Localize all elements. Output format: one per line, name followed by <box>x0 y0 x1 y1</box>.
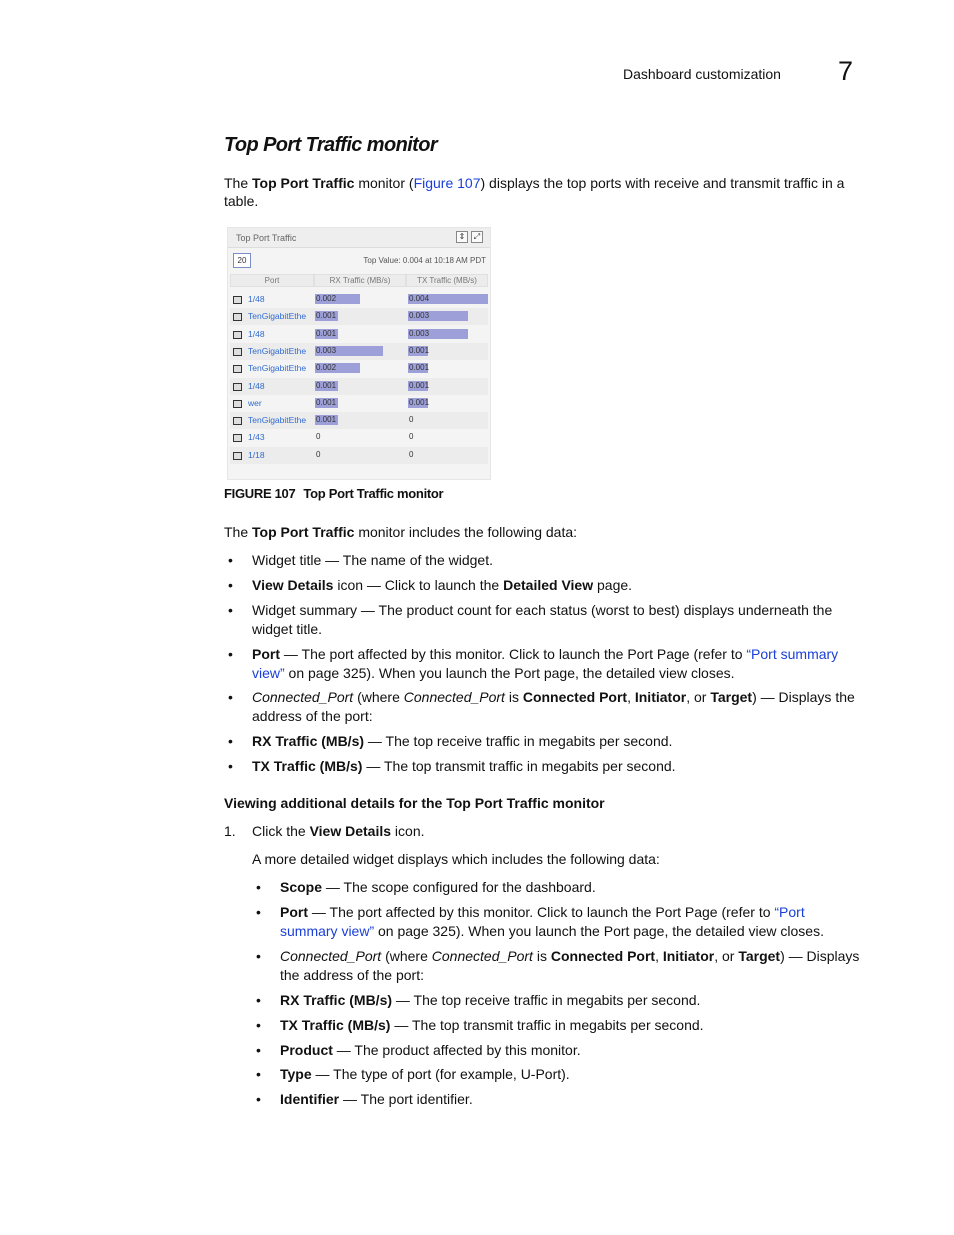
bullet-text: Widget summary — The product count for each status (worst to best) displays underneath the <box>252 602 833 618</box>
bullet-text: (where <box>381 948 432 964</box>
list-item <box>256 1041 870 1060</box>
intro-text: The <box>224 175 253 191</box>
table-row[interactable] <box>230 291 488 308</box>
figure-link[interactable]: Figure 107 <box>413 175 481 191</box>
bullet-glyph: • <box>256 1066 261 1082</box>
bullet-bold: RX Traffic (MB/s) <box>252 733 365 749</box>
widget-header <box>228 228 490 248</box>
table-row[interactable] <box>230 447 488 464</box>
bullet-bold: Identifier <box>280 1091 340 1107</box>
rx-traffic-value: 0.001 <box>316 328 337 338</box>
bullet-glyph: • <box>228 646 233 662</box>
port-link[interactable]: 1/48 <box>248 294 265 304</box>
bullet-text: icon — Click to launch the <box>333 577 504 593</box>
port-icon <box>233 452 242 460</box>
bullet-bold: Detailed View <box>503 577 594 593</box>
bullet-text: (where <box>353 689 404 705</box>
tx-traffic-value: 0.001 <box>409 345 430 355</box>
figure-caption <box>224 486 451 501</box>
rx-traffic-value: 0.001 <box>316 380 337 390</box>
includes-text: monitor includes the following data: <box>354 524 578 540</box>
bullet-text: on page 325). When you launch the Port page, the detailed view closes. <box>284 664 735 681</box>
list-item <box>256 991 870 1010</box>
bullet-text: — The top receive traffic in megabits per second. <box>392 992 701 1008</box>
table-row[interactable] <box>230 326 488 343</box>
intro-text: ) displays the top ports with receive and transmit traffic in a <box>480 175 845 191</box>
bullet-glyph: • <box>228 577 233 593</box>
step-text: icon. <box>391 823 425 839</box>
widget-top-value: Top Value: 0.004 at 10:18 AM PDT <box>363 256 486 265</box>
bullet-italic: Connected_Port <box>431 948 533 964</box>
step-text: Click the <box>252 823 310 839</box>
port-icon <box>233 417 242 425</box>
figure-caption-text: Top Port Traffic monitor <box>303 486 444 501</box>
tx-traffic-value: 0.004 <box>409 294 430 303</box>
table-row[interactable] <box>230 308 488 325</box>
rx-traffic-value: 0.003 <box>316 345 337 355</box>
bullet-glyph: • <box>256 948 261 964</box>
port-icon <box>233 313 242 321</box>
port-icon <box>233 400 242 408</box>
table-row[interactable] <box>230 343 488 360</box>
list-item <box>228 551 872 570</box>
bullet-bold: View Details <box>252 577 334 593</box>
bullet-text: page. <box>593 577 633 593</box>
top-port-traffic-widget <box>227 227 491 480</box>
port-icon <box>233 331 242 339</box>
column-header-rx[interactable]: RX Traffic (MB/s) <box>314 274 406 287</box>
includes-bold: Top Port Traffic <box>252 524 355 540</box>
intro-text: monitor ( <box>354 175 414 191</box>
port-link[interactable]: 1/48 <box>248 328 265 339</box>
list-item <box>256 947 870 984</box>
subheading: Viewing additional details for the Top Port Traffic monitor <box>224 795 605 811</box>
bullet-bold: RX Traffic (MB/s) <box>280 992 393 1008</box>
bullet-glyph: • <box>228 733 233 749</box>
intro-bold: Top Port Traffic <box>252 175 355 191</box>
bullet-text: , or <box>714 948 739 964</box>
bullet-text: address of the port: <box>252 707 373 724</box>
bullet-text: , <box>655 948 663 964</box>
bullet-text: ) — Displays <box>780 948 860 964</box>
includes-paragraph <box>224 523 874 541</box>
includes-text: The <box>224 524 253 540</box>
bullet-glyph: • <box>228 552 233 568</box>
bullet-glyph: • <box>256 1017 261 1033</box>
list-item <box>228 732 872 751</box>
bullet-text: — The type of port (for example, U-Port). <box>311 1066 570 1082</box>
bullet-text: — The top receive traffic in megabits per second. <box>364 733 673 749</box>
table-row[interactable] <box>230 395 488 412</box>
rx-traffic-value: 0.001 <box>316 311 337 321</box>
bullet-bold: Connected Port <box>522 689 628 705</box>
bullet-glyph: • <box>228 602 233 618</box>
bullet-bold: Type <box>280 1066 312 1082</box>
bullet-glyph: • <box>256 992 261 1008</box>
bullet-text: on page 325). When you launch the Port page, the detailed view closes. <box>374 922 824 939</box>
step-bold: View Details <box>309 823 392 839</box>
bullet-bold: Connected Port <box>550 948 656 964</box>
bullet-text: widget title. <box>252 620 323 637</box>
figure-label: FIGURE 107 <box>224 486 296 501</box>
bullet-italic: Connected_Port <box>403 689 505 705</box>
rx-traffic-value: 0.002 <box>316 294 337 303</box>
bullet-bold: Port <box>280 904 308 920</box>
bullet-bold: Target <box>710 689 753 705</box>
step-item <box>224 822 872 841</box>
port-link[interactable]: 1/18 <box>248 449 265 460</box>
list-item <box>228 688 872 725</box>
bullet-text: — The port identifier. <box>339 1091 473 1107</box>
rx-traffic-value: 0 <box>316 432 321 442</box>
bullet-bold: TX Traffic (MB/s) <box>280 1017 391 1033</box>
column-header-tx[interactable]: TX Traffic (MB/s) <box>406 274 488 287</box>
port-icon <box>233 348 242 356</box>
list-item <box>256 1016 870 1035</box>
list-item <box>256 878 870 897</box>
tx-traffic-value: 0.001 <box>409 380 430 390</box>
bullet-text: Widget title — The name of the widget. <box>252 552 493 568</box>
port-icon <box>233 296 242 304</box>
running-header-title: Dashboard customization <box>623 66 781 82</box>
tx-traffic-value: 0.003 <box>409 311 430 321</box>
bullet-bold: Initiator <box>634 689 687 705</box>
port-icon <box>233 383 242 391</box>
bullet-bold: TX Traffic (MB/s) <box>252 758 363 774</box>
tx-traffic-value: 0 <box>409 432 414 442</box>
column-header-port[interactable]: Port <box>230 274 314 287</box>
port-link[interactable]: 1/48 <box>248 380 265 391</box>
port-link[interactable]: TenGigabitEthe <box>248 311 307 322</box>
list-item <box>228 576 872 595</box>
bullet-text: the address of the port: <box>280 966 424 983</box>
port-summary-link[interactable]: summary view” <box>280 922 375 939</box>
bullet-glyph: • <box>228 758 233 774</box>
bullet-text: , or <box>686 689 711 705</box>
bullet-bold: Port <box>252 646 280 662</box>
list-item <box>228 645 872 682</box>
rx-traffic-value: 0 <box>316 449 321 459</box>
tx-traffic-value: 0.001 <box>409 397 430 407</box>
port-icon <box>233 434 242 442</box>
bullet-bold: Scope <box>280 879 323 895</box>
bullet-glyph: • <box>256 904 261 920</box>
bullet-text: — The port affected by this monitor. Click to launch the Port Page (refer to <box>280 646 747 662</box>
bullet-glyph: • <box>256 1091 261 1107</box>
port-link[interactable]: wer <box>248 397 262 408</box>
table-row[interactable] <box>230 360 488 377</box>
sort-icon[interactable]: ⇕ <box>456 231 468 243</box>
bullet-text: is <box>504 689 523 705</box>
bullet-glyph: • <box>256 1042 261 1058</box>
intro-text: table. <box>224 193 259 209</box>
rx-traffic-value: 0.001 <box>316 397 337 407</box>
chapter-number: 7 <box>838 56 854 86</box>
bullet-text: is <box>532 948 551 964</box>
bullet-text: , <box>627 689 635 705</box>
rx-traffic-value: 0.002 <box>316 363 337 373</box>
widget-title: Top Port Traffic <box>236 233 297 243</box>
list-item <box>228 757 872 776</box>
list-item <box>256 903 870 940</box>
intro-paragraph <box>224 174 874 210</box>
section-title: Top Port Traffic monitor <box>224 134 438 156</box>
bullet-text: — The top transmit traffic in megabits per second. <box>362 758 676 774</box>
table-row[interactable] <box>230 429 488 446</box>
bullet-bold: Initiator <box>662 948 715 964</box>
bullet-italic: Connected_Port <box>280 948 382 964</box>
bullet-bold: Product <box>280 1042 333 1058</box>
detail-intro: A more detailed widget displays which includes the following data: <box>252 851 660 867</box>
bullet-text: — The top transmit traffic in megabits per second. <box>390 1017 704 1033</box>
bullet-bold: Target <box>738 948 781 964</box>
port-link[interactable]: TenGigabitEthe <box>248 415 307 426</box>
bullet-glyph: • <box>256 879 261 895</box>
bullet-text: — The product affected by this monitor. <box>332 1042 581 1058</box>
port-summary-link[interactable]: view” <box>252 664 285 681</box>
step-number: 1. <box>224 823 236 839</box>
rx-traffic-value: 0.001 <box>316 415 337 425</box>
bullet-text: — The port affected by this monitor. Click to launch the Port Page (refer to <box>308 904 775 920</box>
tx-traffic-value: 0.001 <box>409 363 430 373</box>
view-details-icon[interactable]: ⤢ <box>471 231 483 243</box>
bullet-italic: Connected_Port <box>252 689 354 705</box>
tx-traffic-value: 0 <box>409 449 414 459</box>
list-item <box>228 601 872 638</box>
tx-traffic-value: 0.003 <box>409 328 430 338</box>
port-link[interactable]: 1/43 <box>248 432 265 443</box>
bullet-text: ) — Displays the <box>752 689 855 705</box>
port-summary-link[interactable]: “Port summary <box>746 646 839 662</box>
widget-count-selector[interactable]: 20 <box>233 253 251 268</box>
list-item <box>256 1090 870 1109</box>
table-row[interactable] <box>230 412 488 429</box>
port-link[interactable]: TenGigabitEthe <box>248 345 307 356</box>
list-item <box>256 1065 870 1084</box>
port-icon <box>233 365 242 373</box>
bullet-glyph: • <box>228 689 233 705</box>
port-summary-link[interactable]: “Port <box>774 904 805 920</box>
tx-traffic-value: 0 <box>409 415 414 425</box>
table-row[interactable] <box>230 378 488 395</box>
port-link[interactable]: TenGigabitEthe <box>248 363 307 374</box>
bullet-text: — The scope configured for the dashboard. <box>322 879 596 895</box>
